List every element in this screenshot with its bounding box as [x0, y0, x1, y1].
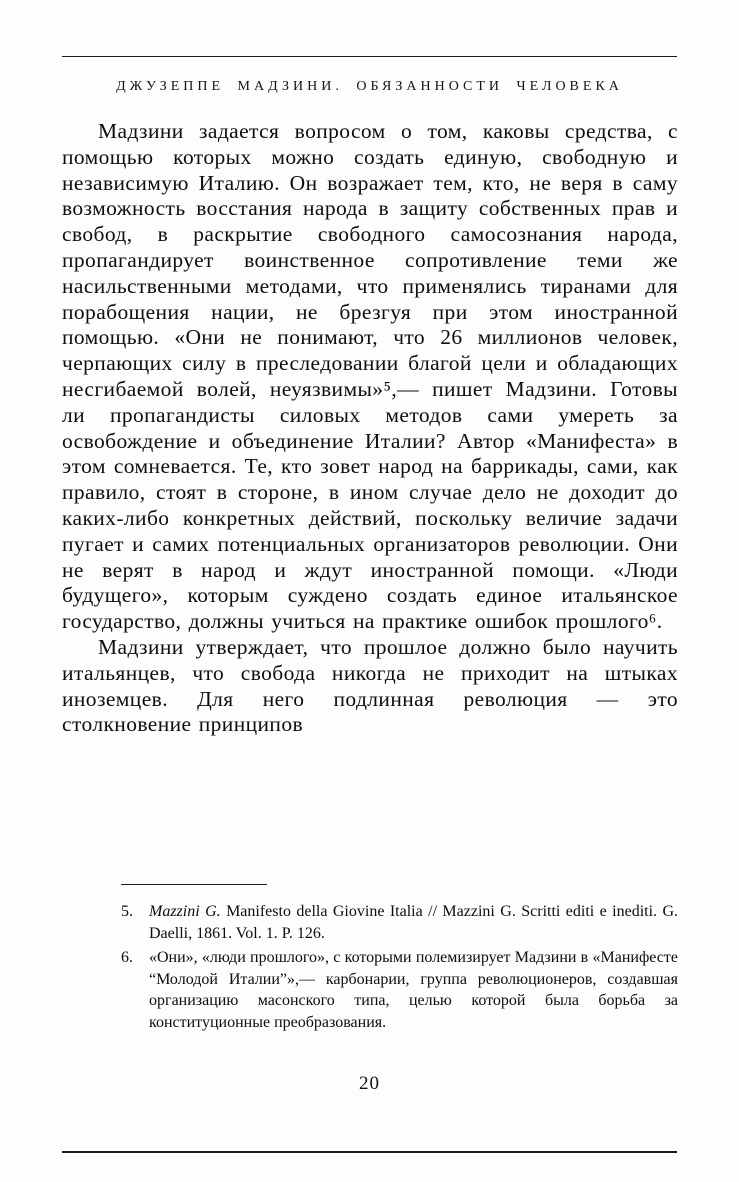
paragraph: Мадзини утверждает, что прошлое должно было научить итальянцев, что свобода никогда не приходит на штыках иноземцев. Для него подлинная революция — это столкновение принципов [62, 634, 678, 737]
footnote-separator-rule [121, 884, 267, 885]
footnote-source-italic: Mazzini G. [149, 903, 221, 920]
footnote [121, 901, 678, 944]
footnote-area [121, 884, 678, 1036]
footnote-text [149, 947, 678, 1033]
footnote-body: «Они», «люди прошлого», с которыми полемизирует Мадзини в «Манифесте “Молодой Италии”»,— карбонарии, группа революционеров, создавшая организацию масонского типа, целью которой была борьба за конституционные преобразования. [149, 949, 678, 1031]
footnote-body: Manifesto della Giovine Italia // Mazzini G. Scritti editi e inediti. G. Daelli, 1861. Vol. 1. P. 126. [149, 903, 678, 942]
footnote-number: 5. [121, 903, 133, 920]
footnote [121, 947, 678, 1033]
bottom-rule [62, 1151, 677, 1153]
paragraph: Мадзини задается вопросом о том, каковы средства, с помощью которых можно создать единую, свободную и независимую Италию. Он возражает тем, кто, не веря в саму возможность восстания народа в защиту собственных прав и свобод, в раскрытие свободного самосознания народа, пропагандирует воинственное сопротивление теми же насильственными методами, что применялись тиранами для порабощения нации, не брезгуя при этом иностранной помощью. «Они не понимают, что 26 миллионов человек, черпающих силу в преследовании благой цели и обладающих несгибаемой волей, неуязвимы»⁵,— пишет Мадзини. Готовы ли пропагандисты силовых методов сами умереть за освобождение и объединение Италии? Автор «Манифеста» в этом сомневается. Те, кто зовет народ на баррикады, сами, как правило, стоят в стороне, в ином случае дело не доходит до каких-либо конкретных действий, поскольку величие задачи пугает и самих потенциальных организаторов революции. Они не верят в народ и ждут иностранной помощи. «Люди будущего», которым суждено создать единое итальянское государство, должны учиться на практике ошибок прошлого⁶. [62, 119, 678, 634]
body-text [62, 119, 678, 738]
top-rule [62, 56, 677, 57]
page-number: 20 [359, 1073, 380, 1094]
footnote-number: 6. [121, 949, 133, 966]
footnote-text [149, 901, 678, 944]
running-header: ДЖУЗЕППЕ МАДЗИНИ. ОБЯЗАННОСТИ ЧЕЛОВЕКА [116, 79, 623, 94]
